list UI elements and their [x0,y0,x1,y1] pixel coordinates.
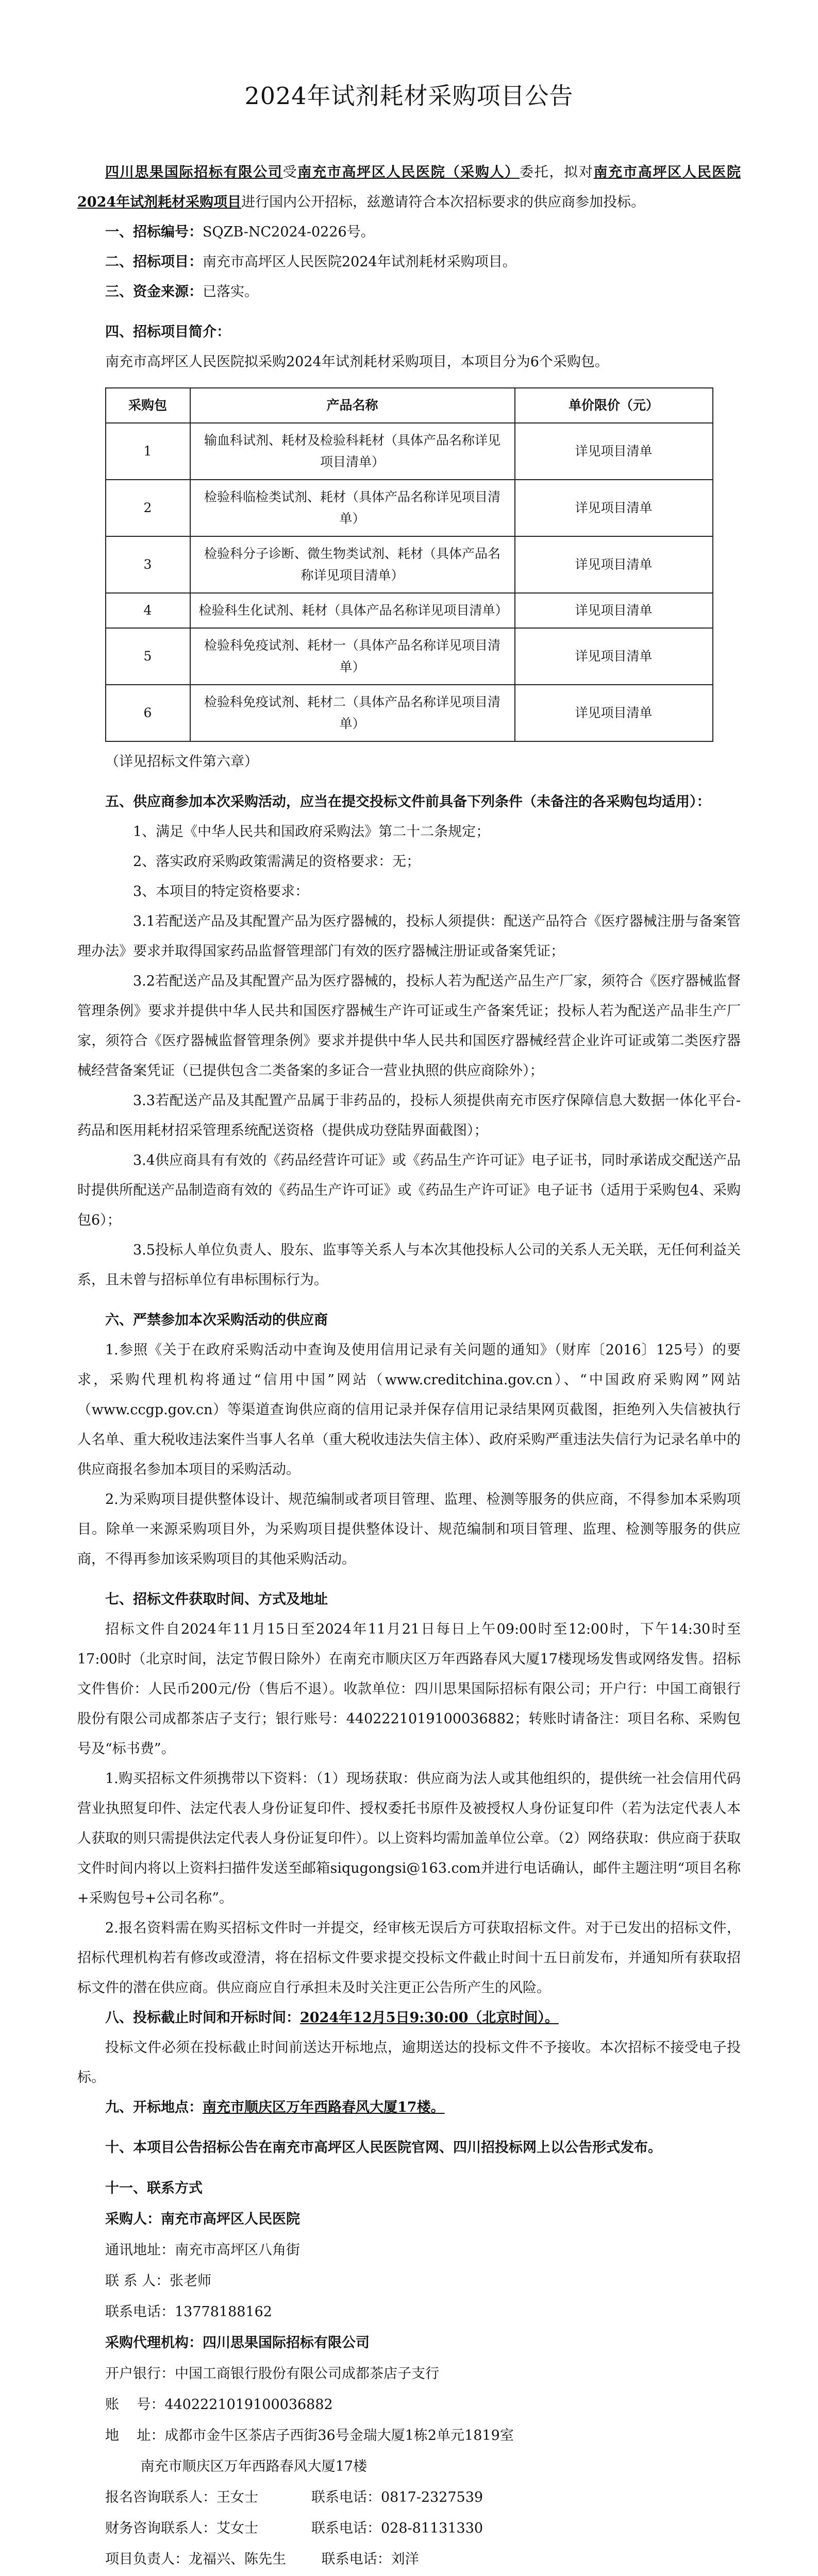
contact-section [77,2173,741,2576]
section-7-paragraph: 2.报名资料需在购买招标文件时一并提交，经审核无误后方可获取招标文件。对于已发出的招标文件，招标代理机构若有修改或澄清，将在招标文件要求提交投标文件截止时间十五日前发布，并通知所有获取招标文件的潜在供应商。供应商应自行承担未及时关注更正公告所产生的风险。 [77,1920,741,1996]
section-5-heading: 五、供应商参加本次采购活动，应当在提交投标文件前具备下列条件（未备注的各采购包均适用）： [105,794,711,810]
page-title: 2024年试剂耗材采购项目公告 [244,82,574,110]
section-3 [77,277,741,307]
section-7-paragraph: 1.购买招标文件须携带以下资料：（1）现场获取：供应商为法人或其他组织的，提供统一社会信用代码营业执照复印件、法定代表人身份证复印件、授权委托书原件及被授权人身份证复印件（若为法定代表人本人获取的则只需提供法定代表人身份证复印件）。以上资料均需加盖单位公章。（2）网络获取：供应商于获取文件时间内将以上资料扫描件发送至邮箱siqugongsi@163.com并进行电话确认，邮件主题注明“项目名称+采购包号+公司名称”。 [77,1771,741,1906]
table-row [106,423,713,480]
requirement-item: 2、落实政府采购政策需满足的资格要求：无； [133,854,421,870]
agency-line: 账 号：4402221019100036882 [105,2397,333,2413]
table-row [106,480,713,536]
table-row [106,685,713,741]
table-row [106,628,713,685]
section-6-paragraph: 2.为采购项目提供整体设计、规范编制或者项目管理、监理、检测等服务的供应商，不得参加本采购项目。除单一来源采购项目外，为采购项目提供整体设计、规范编制和项目管理、监理、检测等服务的供应商，不得再参加该采购项目的其他采购活动。 [77,1492,741,1567]
agency-line: 项目负责人：龙福兴、陈先生 联系电话：刘洋 [105,2551,419,2567]
agency-label: 采购代理机构：四川思果国际招标有限公司 [105,2335,370,2351]
section-10-heading: 十、本项目公告招标公告在南充市高坪区人民医院官网、四川招投标网上以公告形式发布。 [105,2140,662,2156]
requirement-item: 1、满足《中华人民共和国政府采购法》第二十二条规定； [133,824,490,840]
table-header-cell: 产品名称 [190,388,515,423]
table-cell: 检验科生化试剂、耗材（具体产品名称详见项目清单） [190,593,515,628]
table-row [106,593,713,628]
agency-name: 四川思果国际招标有限公司 [105,164,283,180]
section-1 [77,217,741,247]
table-cell: 详见项目清单 [515,480,713,536]
section-4-text: 南充市高坪区人民医院拟采购2024年试剂耗材采购项目，本项目分为6个采购包。 [105,354,609,370]
section-9 [77,2093,741,2123]
requirement-item: 3、本项目的特定资格要求： [133,884,309,900]
table-cell: 详见项目清单 [515,423,713,480]
agency-line: 财务咨询联系人：艾女士 联系电话：028-81131330 [105,2520,483,2536]
table-header-cell: 采购包 [106,388,190,423]
purchaser-line: 通讯地址：南充市高坪区八角街 [105,2242,300,2258]
intro-paragraph [77,158,741,217]
table-cell: 检验科免疫试剂、耗材二（具体产品名称详见项目清单） [190,685,515,741]
tender-project: 南充市高坪区人民医院2024年试剂耗材采购项目。 [203,254,516,270]
section-9-heading: 九、开标地点： [105,2099,203,2115]
opening-location: 南充市顺庆区万年西路春风大厦17楼。 [203,2099,445,2115]
fund-source: 已落实。 [203,284,258,300]
agency-line: 地 址：成都市金牛区茶店子西街36号金瑞大厦1栋2单元1819室 [105,2428,514,2444]
section-6-paragraph: 1.参照《关于在政府采购活动中查询及使用信用记录有关问题的通知》（财库〔2016〕125号）的要求，采购代理机构将通过“信用中国”网站（www.creditchina.gov.cn）、“中国政府采购网”网站（www.ccgp.gov.cn）等渠道查询供应商的信用记录并保存信用记录结果网页截图，拒绝列入失信被执行人名单、重大税收违法案件当事人名单（重大税收违法失信主体）、政府采购严重违法失信行为记录名单中的供应商报名参加本项目的采购活动。 [77,1342,741,1478]
purchaser-name: 南充市高坪区人民医院（采购人） [297,164,520,180]
requirement-sub-item: 3.1若配送产品及其配置产品为医疗器械的，投标人须提供：配送产品符合《医疗器械注册与备案管理办法》要求并取得国家药品监督管理部门有效的医疗器械注册证或备案凭证； [77,913,741,959]
table-cell: 输血科试剂、耗材及检验科耗材（具体产品名称详见项目清单） [190,423,515,480]
table-cell: 详见项目清单 [515,536,713,593]
agency-line: 开户银行：中国工商银行股份有限公司成都茶店子支行 [105,2366,439,2382]
intro-text-2: 委托，拟对 [520,164,594,180]
table-cell: 6 [106,685,190,741]
table-row [106,536,713,593]
requirement-sub-item: 3.2若配送产品及其配置产品为医疗器械的，投标人若为配送产品生产厂家，须符合《医疗器械监督管理条例》要求并提供中华人民共和国医疗器械生产许可证或生产备案凭证；投标人若为配送产品非生产厂家，须符合《医疗器械监督管理条例》要求并提供中华人民共和国医疗器械经营企业许可证或第二类医疗器械经营备案凭证（已提供包含二类备案的多证合一营业执照的供应商除外）； [77,973,741,1079]
section-11-heading: 十一、联系方式 [105,2180,203,2196]
project-name: 南充市高坪区人民医院2024年试剂耗材采购项目 [77,164,741,210]
table-cell: 检验科免疫试剂、耗材一（具体产品名称详见项目清单） [190,628,515,685]
requirement-sub-item: 3.5投标人单位负责人、股东、监事等关系人与本次其他投标人公司的关系人无关联，无任何利益关系，且未曾与招标单位有串标围标行为。 [77,1242,741,1288]
intro-text-3: 进行国内公开招标，兹邀请符合本次招标要求的供应商参加投标。 [241,194,645,210]
purchaser-line: 联 系 人：张老师 [105,2273,212,2289]
table-header-cell: 单价限价（元） [515,388,713,423]
agency-line: 南充市顺庆区万年西路春风大厦17楼 [105,2459,368,2475]
tender-number: SQZB-NC2024-0226号。 [203,224,375,240]
table-cell: 3 [106,536,190,593]
section-2-heading: 二、招标项目： [105,254,203,270]
section-2 [77,247,741,277]
section-3-heading: 三、资金来源： [105,284,203,300]
purchaser-line: 联系电话：13778188162 [105,2304,272,2320]
section-7-heading: 七、招标文件获取时间、方式及地址 [105,1591,328,1607]
table-cell: 5 [106,628,190,685]
section-8 [77,2003,741,2033]
table-cell: 详见项目清单 [515,628,713,685]
section-8-text: 投标文件必须在投标截止时间前送达开标地点，逾期送达的投标文件不予接收。本次招标不接受电子投标。 [77,2040,741,2086]
section-6-heading: 六、严禁参加本次采购活动的供应商 [105,1312,328,1328]
table-cell: 检验科临检类试剂、耗材（具体产品名称详见项目清单） [190,480,515,536]
requirement-sub-item: 3.3若配送产品及其配置产品属于非药品的，投标人须提供南充市医疗保障信息大数据一体化平台-药品和医用耗材招采管理系统配送资格（提供成功登陆界面截图）； [77,1093,741,1139]
table-header-row [106,388,713,423]
section-4-heading: 四、招标项目简介： [105,324,230,340]
table-cell: 1 [106,423,190,480]
intro-text-1: 受 [282,164,298,180]
table-cell: 详见项目清单 [515,685,713,741]
purchaser-label: 采购人：南充市高坪区人民医院 [105,2211,300,2227]
package-table [105,387,713,742]
table-note: （详见招标文件第六章） [105,754,258,770]
table-cell: 2 [106,480,190,536]
table-cell: 详见项目清单 [515,593,713,628]
deadline-value: 2024年12月5日9:30:00（北京时间）。 [300,2010,559,2026]
table-cell: 检验科分子诊断、微生物类试剂、耗材（具体产品名称详见项目清单） [190,536,515,593]
table-cell: 4 [106,593,190,628]
requirement-sub-item: 3.4供应商具有有效的《药品经营许可证》或《药品生产许可证》电子证书，同时承诺成交配送产品时提供所配送产品制造商有效的《药品生产许可证》或《药品生产许可证》电子证书（适用于采购包4、采购包6）； [77,1153,741,1228]
section-1-heading: 一、招标编号： [105,224,203,240]
section-8-heading: 八、投标截止时间和开标时间： [105,2010,300,2026]
agency-line: 报名咨询联系人：王女士 联系电话：0817-2327539 [105,2489,483,2505]
section-7-paragraph: 招标文件自2024年11月15日至2024年11月21日每日上午09:00时至12:00时，下午14:30时至17:00时（北京时间，法定节假日除外）在南充市顺庆区万年西路春风大厦17楼现场发售或网络发售。招标文件售价：人民币200元/份（售后不退）。收款单位：四川思果国际招标有限公司；开户行：中国工商银行股份有限公司成都茶店子支行；银行账号：4402221019100036882；转账时请备注：项目名称、采购包号及“标书费”。 [77,1621,741,1757]
